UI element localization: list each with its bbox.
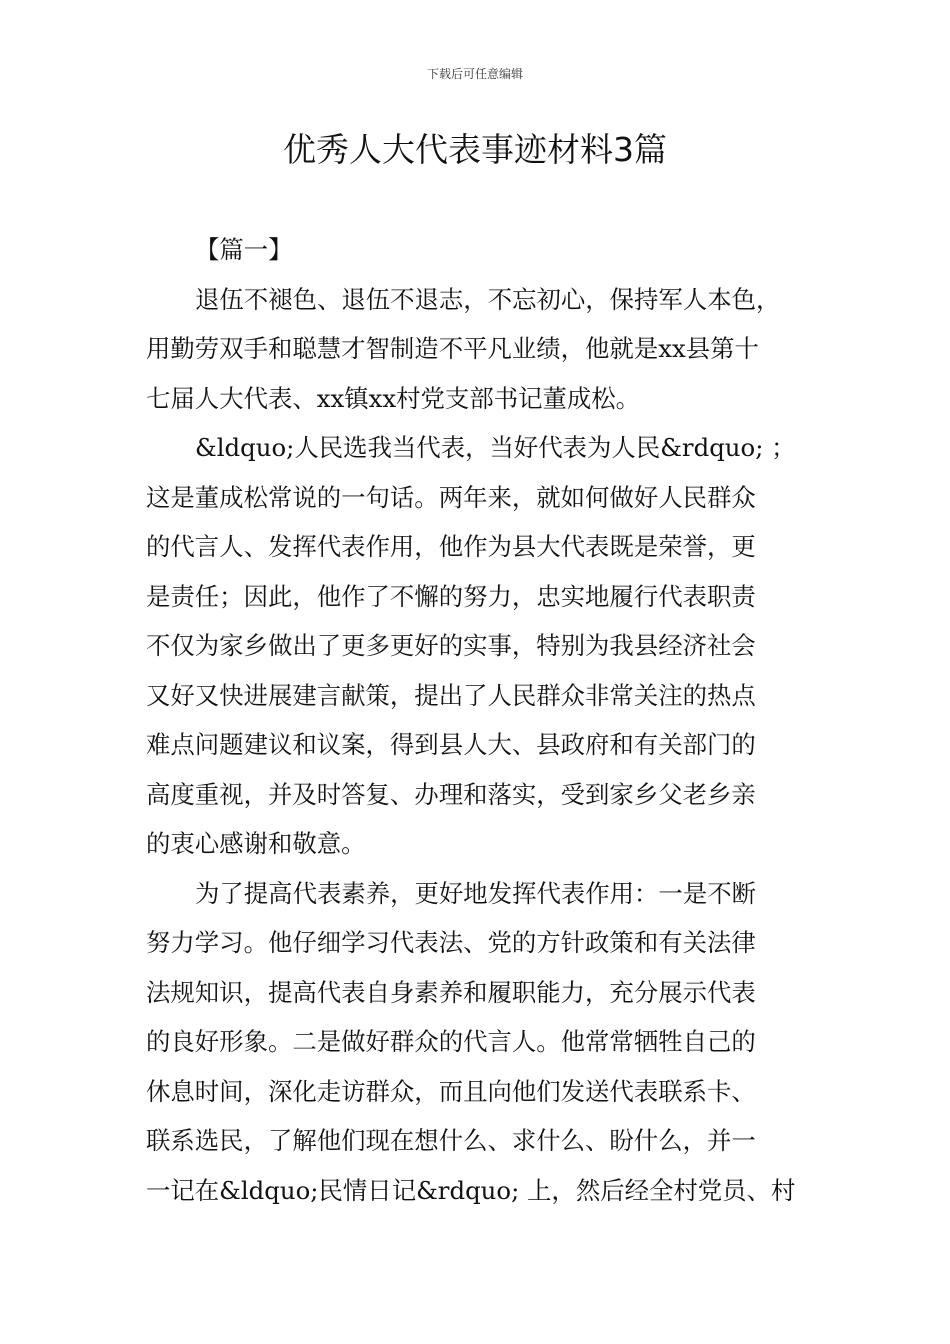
paragraph-3 [146, 869, 814, 1216]
paragraph-line: 联系选民，了解他们现在想什么、求什么、盼什么，并一 [146, 1126, 756, 1155]
paragraph-line: &ldquo;人民选我当代表，当好代表为人民&rdquo; ； [195, 433, 796, 462]
paragraph-line: 用勤劳双手和聪慧才智制造不平凡业绩，他就是xx县第十 [146, 334, 759, 363]
paragraph-line: 退伍不褪色、退伍不退志，不忘初心，保持军人本色， [195, 284, 781, 314]
document-body [146, 225, 814, 1215]
paragraph-2 [146, 423, 814, 869]
paragraph-line: 难点问题建议和议案，得到县人大、县政府和有关部门的 [146, 730, 756, 759]
paragraph-line: 高度重视，并及时答复、办理和落实，受到家乡父老乡亲 [146, 779, 756, 809]
paragraph-line: 休息时间，深化走访群众，而且向他们发送代表联系卡、 [146, 1076, 756, 1106]
paragraph-line: 不仅为家乡做出了更多更好的实事，特别为我县经济社会 [146, 631, 756, 660]
header-note: 下载后可任意编辑 [426, 67, 523, 81]
paragraph-line: 又好又快进展建言献策，提出了人民群众非常关注的热点 [146, 680, 756, 710]
document-title: 优秀人大代表事迹材料3篇 [283, 130, 667, 169]
paragraph-1 [146, 275, 814, 424]
paragraph-line: 为了提高代表素养，更好地发挥代表作用：一是不断 [195, 878, 756, 908]
paragraph-line: 这是董成松常说的一句话。两年来，就如何做好人民群众 [146, 482, 756, 512]
paragraph-line: 的衷心感谢和敬意。 [146, 829, 366, 858]
paragraph-line: 法规知识，提高代表自身素养和履职能力，充分展示代表 [146, 977, 756, 1007]
section-heading: 【篇一】 [195, 235, 293, 264]
paragraph-line: 一记在&ldquo;民情日记&rdquo; 上，然后经全村党员、村 [146, 1175, 796, 1205]
paragraph-line: 七届人大代表、xx镇xx村党支部书记董成松。 [146, 383, 641, 413]
paragraph-line: 努力学习。他仔细学习代表法、党的方针政策和有关法律 [146, 928, 756, 957]
paragraph-line: 的代言人、发挥代表作用，他作为县大代表既是荣誉，更 [146, 532, 756, 561]
paragraph-line: 的良好形象。二是做好群众的代言人。他常常牺牲自己的 [146, 1027, 756, 1056]
paragraph-line: 是责任；因此，他作了不懈的努力，忠实地履行代表职责 [146, 581, 756, 611]
